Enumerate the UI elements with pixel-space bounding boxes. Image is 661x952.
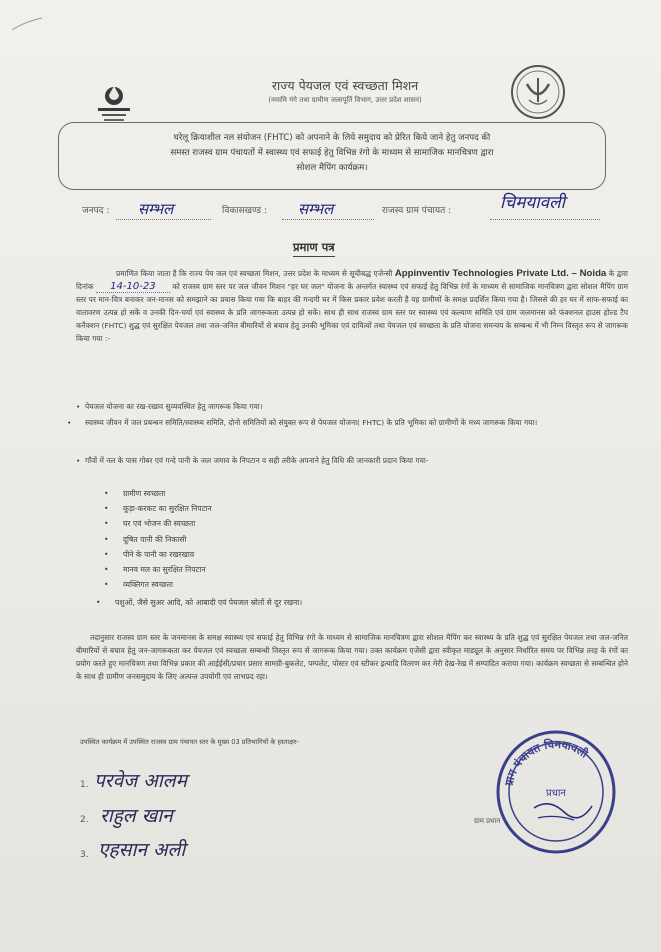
list-item-text: दूषित पानी की निकासी bbox=[123, 534, 187, 544]
signature-intro: उपस्थित कार्यक्रम में उपस्थित राजस्व ग्राम पंचायत स्तर के मुख्य 03 प्रतिभागियों के हस्ताक्षर- bbox=[80, 738, 299, 746]
signature-number: 2. bbox=[80, 815, 89, 825]
para-part-c: को राजस्व ग्राम स्तर पर जल जीवन मिशन "हर घर जल" योजना के अन्तर्गत स्वास्थ्य एवं सफाई हेतु विभिन्न रंगों के माध्यम से सामाजिक मानचित्रण द्वारा सोशल मैपिंग ग्राम स्तर पर मान-चित्र बनाकर जन-मानस को समझाने का प्रयास किया गया कि बाहर की गन्दगी घर में किस प्रकार प्रवेश करती है यह ग्रामीणों के समक्ष प्रदर्शित किया गया है। जिससे की हर घर में साफ-सफाई का वातावरण उत्पन्न हो सकें व उनकी दिन-चर्या एवं स्वास्थ्य के प्रति जागरूकता उत्पन्न हो सकें। साथ ही साथ राजस्व ग्राम स्तर पर स्वास्थ्य एवं कल्याण समिति एवं ग्राम जलमानस को फंक्शनल हाउस होल्ड टैप कनैक्शन (FHTC) शुद्ध एवं सुरक्षित पेयजल तथा जल-जनित बीमारियों से बचाव हेतु उनकी भूमिका एवं दायित्वों तथा पेयजल एवं स्वच्छता के प्रति योजना समन्वय के सम्बन्ध में भी निम्न विस्तृत रूप से जागरूक किया गया :- bbox=[76, 281, 628, 343]
bullet-dot: • bbox=[76, 402, 81, 411]
seal-text: ग्राम पंचायत चिमयावली bbox=[502, 737, 590, 788]
para-part-b: के द्वारा दिनांक bbox=[76, 269, 628, 291]
bullet-dot: • bbox=[104, 549, 109, 559]
bullet-item bbox=[76, 400, 632, 414]
bullet-item bbox=[67, 416, 633, 430]
hygiene-topic-list bbox=[96, 488, 504, 613]
summary-text: तदानुसार राजस्व ग्राम स्तर के जनमानस के समक्ष स्वास्थ्य एवं सफाई हेतु विभिन्न रंगो के माध्यम से सामाजिक मानचित्रण द्वारा सोशल मैपिंग कर स्वास्थ्य के प्रति शुद्ध एवं सुरक्षित पेयजल तथा जल-जनित बीमारियों से बचाव हेतु जन-जागरूकता कर पेयजल एवं स्वच्छता सम्बन्धी विस्तृत रूप से जागरूक किया गया। उक्त कार्यक्रम एजेंसी द्वारा स्वीकृत माड्यूल के अनुसार निर्धारित समय पर विभिन्न तरह के रंगों का प्रयोग करते हुए मानचित्रण तथा विभिन्न प्रकार की आईईसी/प्रचार प्रसार सामग्री-बुकलेट, पम्पलेट, पोस्टर एवं स्टीकर इत्यादि वितरण कर मेरी देख-रेख में सम्पादित कराया गया। कार्यक्रम स्वच्छता से सम्बन्धित होने के साथ ही ग्रामीण जनसमुदाय के लिए अत्यन्त उपयोगी एवं लाभप्रद रहा। bbox=[76, 633, 628, 682]
banner-line-3: सोशल मैपिंग कार्यक्रम। bbox=[296, 163, 368, 173]
program-summary-paragraph bbox=[76, 631, 628, 683]
bullet-dot: • bbox=[104, 564, 109, 574]
seal-center-text: प्रधान bbox=[546, 788, 566, 799]
signature-number: 1. bbox=[80, 780, 89, 790]
list-item bbox=[104, 534, 504, 549]
signature-1: परवेज आलम bbox=[94, 770, 187, 792]
program-banner bbox=[58, 122, 606, 190]
certificate-title: प्रमाण पत्र bbox=[293, 240, 335, 257]
bullet-dot: • bbox=[96, 598, 101, 608]
list-item-text: पीने के पानी का रखरखाव bbox=[123, 549, 195, 559]
block-value: सम्भल bbox=[298, 200, 334, 218]
list-item bbox=[104, 503, 504, 518]
block-label: विकासखण्ड : bbox=[222, 206, 268, 216]
banner-line-1: घरेलू क्रियाशील नल संयोजन (FHTC) को अपनाने के लिये समुदाय को प्रेरित किये जाने हेतु जनपद की bbox=[173, 133, 491, 143]
gram-panchayat-seal-icon bbox=[494, 728, 618, 856]
bullet-item bbox=[76, 454, 632, 468]
list-item-text: घर एवं भोजन की स्वच्छता bbox=[123, 519, 196, 529]
bullet-text: गाँवों में नल के पास गोबर एवं गन्दे पानी के जल जमाव के निपटान व सही तरीके अपनाने हेतु विधि की जानकारी प्रदान किया गया- bbox=[85, 456, 429, 465]
signature-number: 3. bbox=[80, 850, 89, 860]
bullet-text: पेयजल योजना का रख-रखाव सुव्यवस्थित हेतु जागरूक किया गया। bbox=[85, 402, 263, 411]
list-item bbox=[96, 597, 504, 612]
official-label: ग्राम प्रधान bbox=[474, 817, 501, 825]
jal-jeevan-logo-icon bbox=[92, 80, 136, 126]
district-label: जनपद : bbox=[82, 206, 110, 216]
list-item-text: पशुओं, जैसे सुअर आदि, को आबादी एवं पेयजल स्रोतों से दूर रखना। bbox=[115, 598, 303, 608]
signature-2: राहुल खान bbox=[100, 805, 173, 827]
list-item bbox=[104, 549, 504, 564]
pencil-mark bbox=[8, 14, 48, 34]
list-item bbox=[104, 579, 504, 594]
list-item-text: व्यक्तिगत स्वच्छता bbox=[123, 580, 173, 590]
certificate-paragraph bbox=[76, 268, 628, 345]
list-item-text: कूड़ा-करकट का सुरक्षित निपटान bbox=[123, 504, 212, 514]
banner-line-2: समस्त राजस्व ग्राम पंचायतों में स्वास्थ्य एवं सफाई हेतु विभिन्न रंगो के माध्यम से सामाजिक मानचित्रण द्वारा bbox=[170, 148, 494, 158]
bullet-dot: • bbox=[104, 519, 109, 529]
panchayat-value: चिमयावली bbox=[500, 193, 566, 213]
district-value: सम्भल bbox=[138, 200, 174, 218]
list-item bbox=[104, 488, 504, 503]
list-item bbox=[104, 564, 504, 579]
list-item-text: मानव मल का सुरक्षित निपटान bbox=[123, 564, 206, 574]
agency-name: Appinventiv Technologies Private Ltd. – Noida bbox=[394, 268, 607, 279]
district-line bbox=[116, 219, 211, 220]
bullet-dot: • bbox=[104, 504, 109, 514]
list-item bbox=[104, 518, 504, 533]
signature-3: एहसान अली bbox=[98, 839, 186, 861]
svg-text:ग्राम पंचायत चिमयावली bbox=[502, 737, 591, 788]
bullet-text: स्वास्थ्य जीवन में जल प्रबन्धन समिति/स्वास्थ्य समिति, दोनो समितियों को संयुक्त रूप से पेयजल योजना( FHTC) के प्रति भूमिका को ग्रामीणों के मध्य जागरूक किया गया। bbox=[85, 418, 538, 427]
list-item-text: ग्रामीण स्वच्छता bbox=[123, 489, 166, 498]
mission-title: राज्य पेयजल एवं स्वच्छता मिशन bbox=[271, 78, 419, 93]
bullet-dot: • bbox=[67, 418, 72, 427]
panchayat-line bbox=[490, 219, 600, 220]
bullet-dot: • bbox=[76, 456, 81, 465]
event-date: 14-10-23 bbox=[96, 281, 169, 293]
bullet-dot: • bbox=[104, 580, 109, 590]
para-part-a: प्रमाणित किया जाता है कि राज्य पेय जल एवं स्वच्छता मिशन, उत्तर प्रदेश के माध्यम से सूचीबद्ध एजेन्सी bbox=[116, 269, 393, 278]
panchayat-label: राजस्व ग्राम पंचायत : bbox=[382, 206, 452, 216]
block-line bbox=[282, 219, 374, 220]
bullet-dot: • bbox=[104, 534, 109, 544]
mission-subtitle: (नमामि गंगे तथा ग्रामीण जलापूर्ति विभाग, उत्तर प्रदेश शासन) bbox=[268, 96, 422, 104]
bullet-dot: • bbox=[104, 489, 109, 498]
